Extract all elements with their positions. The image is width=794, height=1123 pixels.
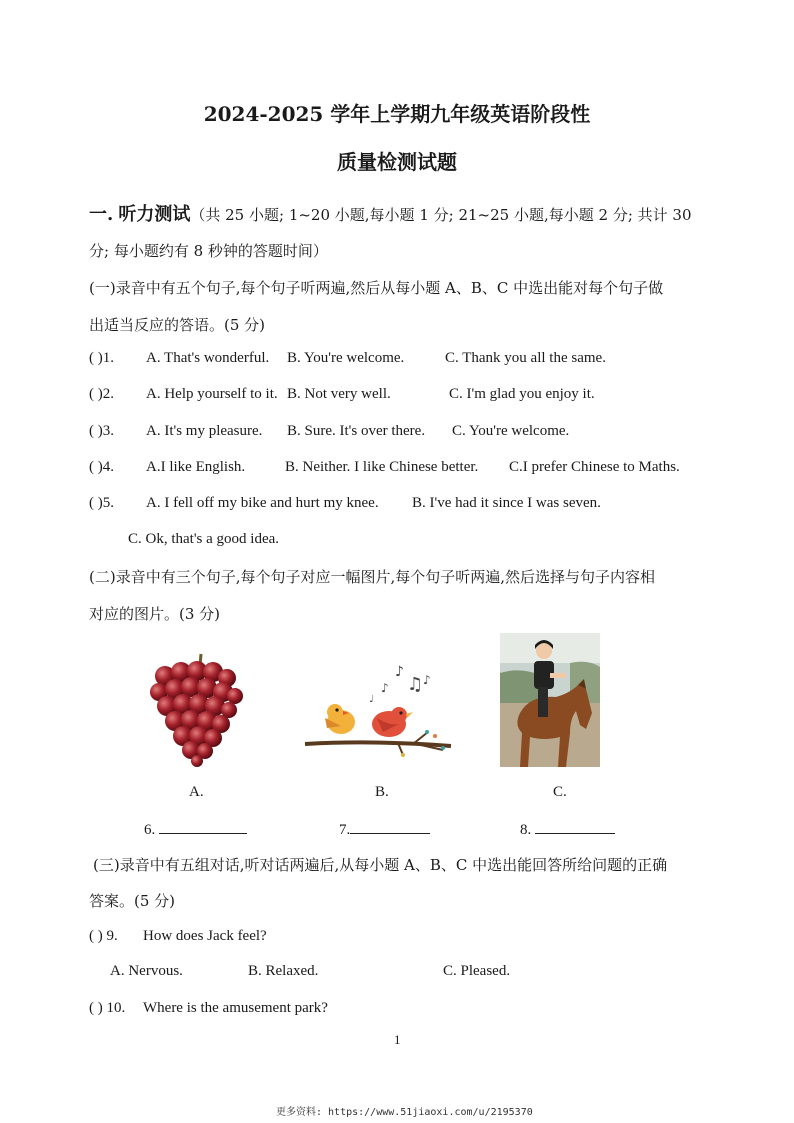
birds-singing-icon bbox=[303, 660, 453, 760]
blank-6-number: 6. bbox=[144, 822, 156, 838]
part2-instruction: (二)录音中有三个句子,每个句子对应一幅图片,每个句子听两遍,然后选择与句子内容相 bbox=[89, 568, 656, 586]
svg-text:♩: ♩ bbox=[369, 694, 374, 705]
part3-instruction: (三)录音中有五组对话,听对话两遍后,从每小题 A、B、C 中选出能回答所给问题的正确 bbox=[93, 856, 668, 874]
part2-instruction-line2: 对应的图片。(3 分) bbox=[89, 605, 221, 623]
blank-8-line[interactable] bbox=[535, 819, 615, 834]
question-9-option-b: B. Relaxed. bbox=[248, 963, 319, 979]
girl-riding-horse-photo bbox=[500, 633, 600, 767]
svg-text:♪: ♪ bbox=[381, 681, 389, 695]
section1-heading bbox=[89, 200, 692, 226]
svg-text:♪: ♪ bbox=[395, 664, 404, 680]
question-3-option-c: C. You're welcome. bbox=[452, 423, 570, 439]
part1-instruction: (一)录音中有五个句子,每个句子听两遍,然后从每小题 A、B、C 中选出能对每个句子做 bbox=[89, 279, 664, 297]
question-4-number: ( )4. bbox=[89, 459, 114, 475]
section1-desc-line2: 分; 每小题约有 8 秒钟的答题时间） bbox=[89, 242, 328, 260]
footer-link[interactable]: 更多资料: https://www.51jiaoxi.com/u/2195370 bbox=[276, 1107, 533, 1118]
question-9-option-c: C. Pleased. bbox=[443, 963, 511, 979]
blank-8-number: 8. bbox=[520, 822, 532, 838]
svg-text:♫: ♫ bbox=[407, 674, 424, 695]
question-9-option-a: A. Nervous. bbox=[110, 963, 183, 979]
question-9-number: ( ) 9. bbox=[89, 928, 118, 944]
question-10-text: Where is the amusement park? bbox=[143, 1000, 328, 1016]
exam-title-line2: 质量检测试题 bbox=[337, 150, 457, 174]
part1-instruction-line2: 出适当反应的答语。(5 分) bbox=[89, 316, 266, 334]
answer-blank-8[interactable] bbox=[520, 819, 615, 839]
question-4-option-a: A.I like English. bbox=[146, 459, 246, 475]
question-5-option-b: B. I've had it since I was seven. bbox=[412, 495, 601, 511]
svg-text:♪: ♪ bbox=[423, 673, 431, 687]
question-9-text: How does Jack feel? bbox=[143, 928, 267, 944]
question-3-option-b: B. Sure. It's over there. bbox=[287, 423, 426, 439]
question-1-number: ( )1. bbox=[89, 350, 114, 366]
exam-title-line1: 2024-2025 学年上学期九年级英语阶段性 bbox=[203, 102, 591, 126]
question-10-number: ( ) 10. bbox=[89, 1000, 126, 1016]
page-number: 1 bbox=[394, 1032, 401, 1047]
part3-instruction-line2: 答案。(5 分) bbox=[89, 892, 176, 910]
grapes-icon bbox=[143, 652, 248, 767]
picture-b-label: B. bbox=[375, 784, 389, 800]
question-5-option-c: C. Ok, that's a good idea. bbox=[128, 531, 280, 547]
question-2-option-a: A. Help yourself to it. bbox=[146, 386, 278, 402]
blank-6-line[interactable] bbox=[159, 819, 247, 834]
picture-c-label: C. bbox=[553, 784, 567, 800]
blank-7-line[interactable] bbox=[350, 819, 430, 834]
answer-blank-7[interactable] bbox=[339, 819, 430, 839]
question-2-number: ( )2. bbox=[89, 386, 114, 402]
question-5-option-a: A. I fell off my bike and hurt my knee. bbox=[146, 495, 379, 511]
answer-blank-6[interactable] bbox=[144, 819, 247, 839]
question-3-option-a: A. It's my pleasure. bbox=[146, 423, 263, 439]
section1-name: 听力测试 bbox=[118, 204, 191, 225]
question-2-option-b: B. Not very well. bbox=[287, 386, 391, 402]
question-5-number: ( )5. bbox=[89, 495, 114, 511]
question-1-option-a: A. That's wonderful. bbox=[146, 350, 270, 366]
question-4-option-c: C.I prefer Chinese to Maths. bbox=[509, 459, 680, 475]
section1-number: 一. bbox=[89, 204, 114, 225]
section1-desc: （共 25 小题; 1~20 小题,每小题 1 分; 21~25 小题,每小题 2 分; 共计 30 bbox=[190, 206, 692, 224]
picture-a-label: A. bbox=[189, 784, 204, 800]
question-1-option-b: B. You're welcome. bbox=[287, 350, 405, 366]
question-2-option-c: C. I'm glad you enjoy it. bbox=[449, 386, 595, 402]
question-4-option-b: B. Neither. I like Chinese better. bbox=[285, 459, 479, 475]
question-3-number: ( )3. bbox=[89, 423, 114, 439]
blank-7-number: 7. bbox=[339, 822, 351, 838]
question-1-option-c: C. Thank you all the same. bbox=[445, 350, 606, 366]
